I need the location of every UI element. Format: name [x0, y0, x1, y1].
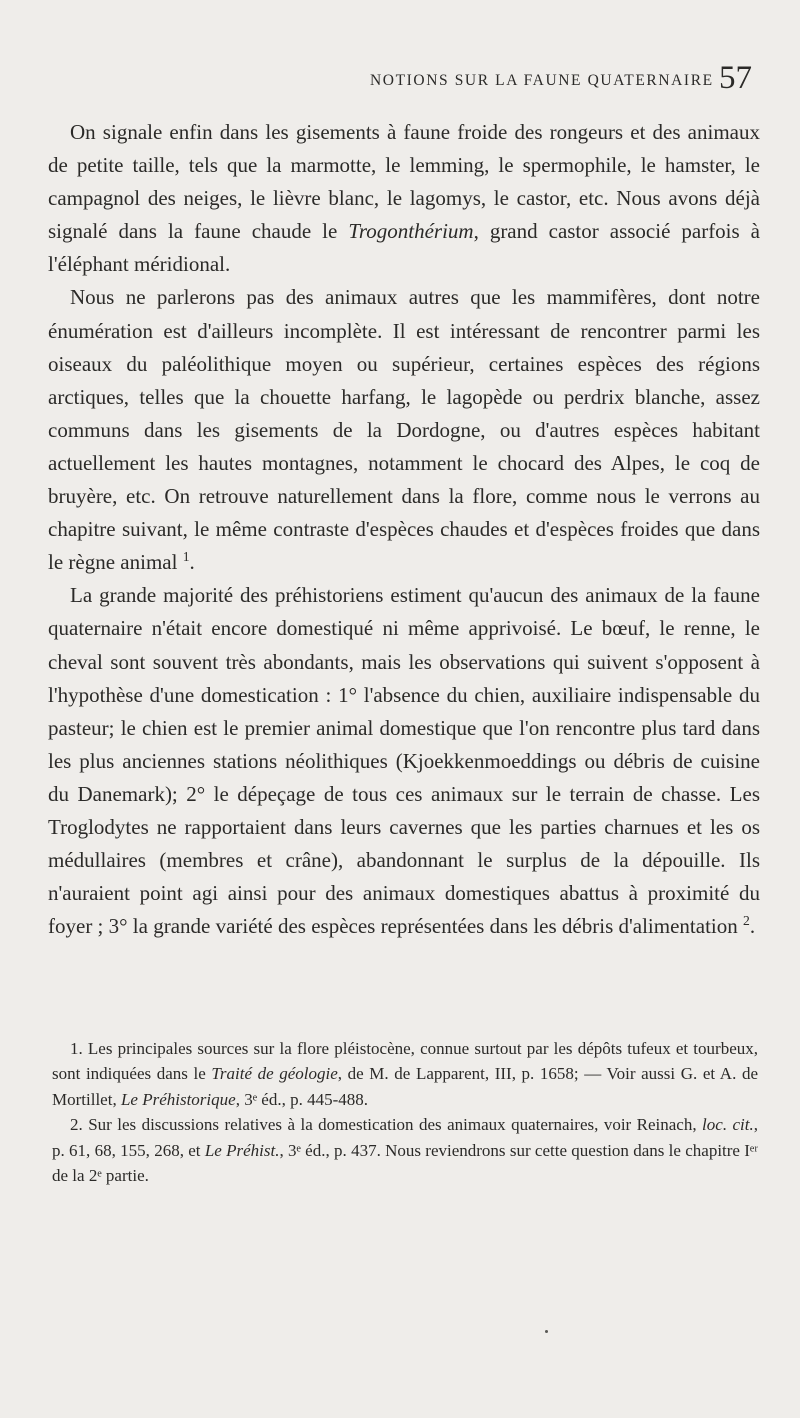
taxon-name: Trogonthérium	[348, 219, 474, 244]
ink-speck	[545, 1330, 548, 1333]
paragraph-2: Nous ne parlerons pas des animaux autres que les mammifères, dont notre énumération est d'ailleurs incomplète. Il est intéressant de rencontrer parmi les oiseaux du paléolithique moyen ou supérieur, certaines espèces des régions arctiques, telles que la chouette harfang, le lagopède ou perdrix blanche, assez communs dans les gisements de la Dordogne, ou d'autres espèces habitant actuellement les hautes montagnes, notamment le chocard des Alpes, le coq de bruyère, etc. On retrouve naturellement dans la flore, comme nous le verrons au chapitre suivant, le même contraste d'espèces chaudes et d'espèces froides que dans le règne animal $^1$.	[48, 285, 760, 575]
footnote-2: 2. Sur les discussions relatives à la domestication des animaux quaternaires, voir Reinach, loc. cit., p. 61, 68, 155, 268, et Le Préhist., 3ᵉ éd., p. 437. Nous reviendrons sur cette question dans le chapitre Iᵉʳ de la 2ᵉ partie.	[52, 1115, 758, 1186]
page-number: 57	[719, 60, 752, 96]
footnotes	[52, 1036, 758, 1188]
paragraph-3: La grande majorité des préhistoriens estiment qu'aucun des animaux de la faune quaternaire n'était encore domestiqué ni même apprivoisé. Le bœuf, le renne, le cheval sont souvent très abondants, mais les observations qui suivent s'opposent à l'hypothèse d'une domestication : 1° l'absence du chien, auxiliaire indispensable du pasteur; le chien est le premier animal domestique que l'on rencontre plus tard dans les plus anciennes stations néolithiques (Kjoekkenmoeddings ou débris de cuisine du Danemark); 2° le dépeçage de tous ces animaux sur le terrain de chasse. Les Troglodytes ne rapportaient dans leurs cavernes que les parties charnues et les os médullaires (membres et crâne), abandonnant le surplus de la dépouille. Ils n'auraient point agi ainsi pour des animaux domestiques abattus à proximité du foyer ; 3° la grande variété des espèces représentées dans les débris d'alimentation $^2$.	[48, 583, 760, 939]
running-title: NOTIONS SUR LA FAUNE QUATERNAIRE	[370, 72, 714, 89]
footnote-ref-2[interactable]: 2	[743, 913, 750, 929]
main-text	[48, 116, 760, 943]
footnote-ref-1[interactable]: 1	[182, 549, 190, 565]
paragraph-1: On signale enfin dans les gisements à faune froide des rongeurs et des animaux de petite taille, tels que la marmotte, le lemming, le spermophile, le hamster, le campagnol des neiges, le lièvre blanc, le lagomys, le castor, etc. Nous avons déjà signalé dans la faune chaude le Trogonthérium, grand castor associé parfois à l'éléphant méridional.	[48, 120, 761, 277]
footnote-1: 1. Les principales sources sur la flore pléistocène, connue surtout par les dépôts tufeux et tourbeux, sont indiquées dans le Traité de géologie, de M. de Lapparent, III, p. 1658; — Voir aussi G. et A. de Mortillet, Le Préhistorique, 3ᵉ éd., p. 445-488.	[52, 1039, 758, 1109]
